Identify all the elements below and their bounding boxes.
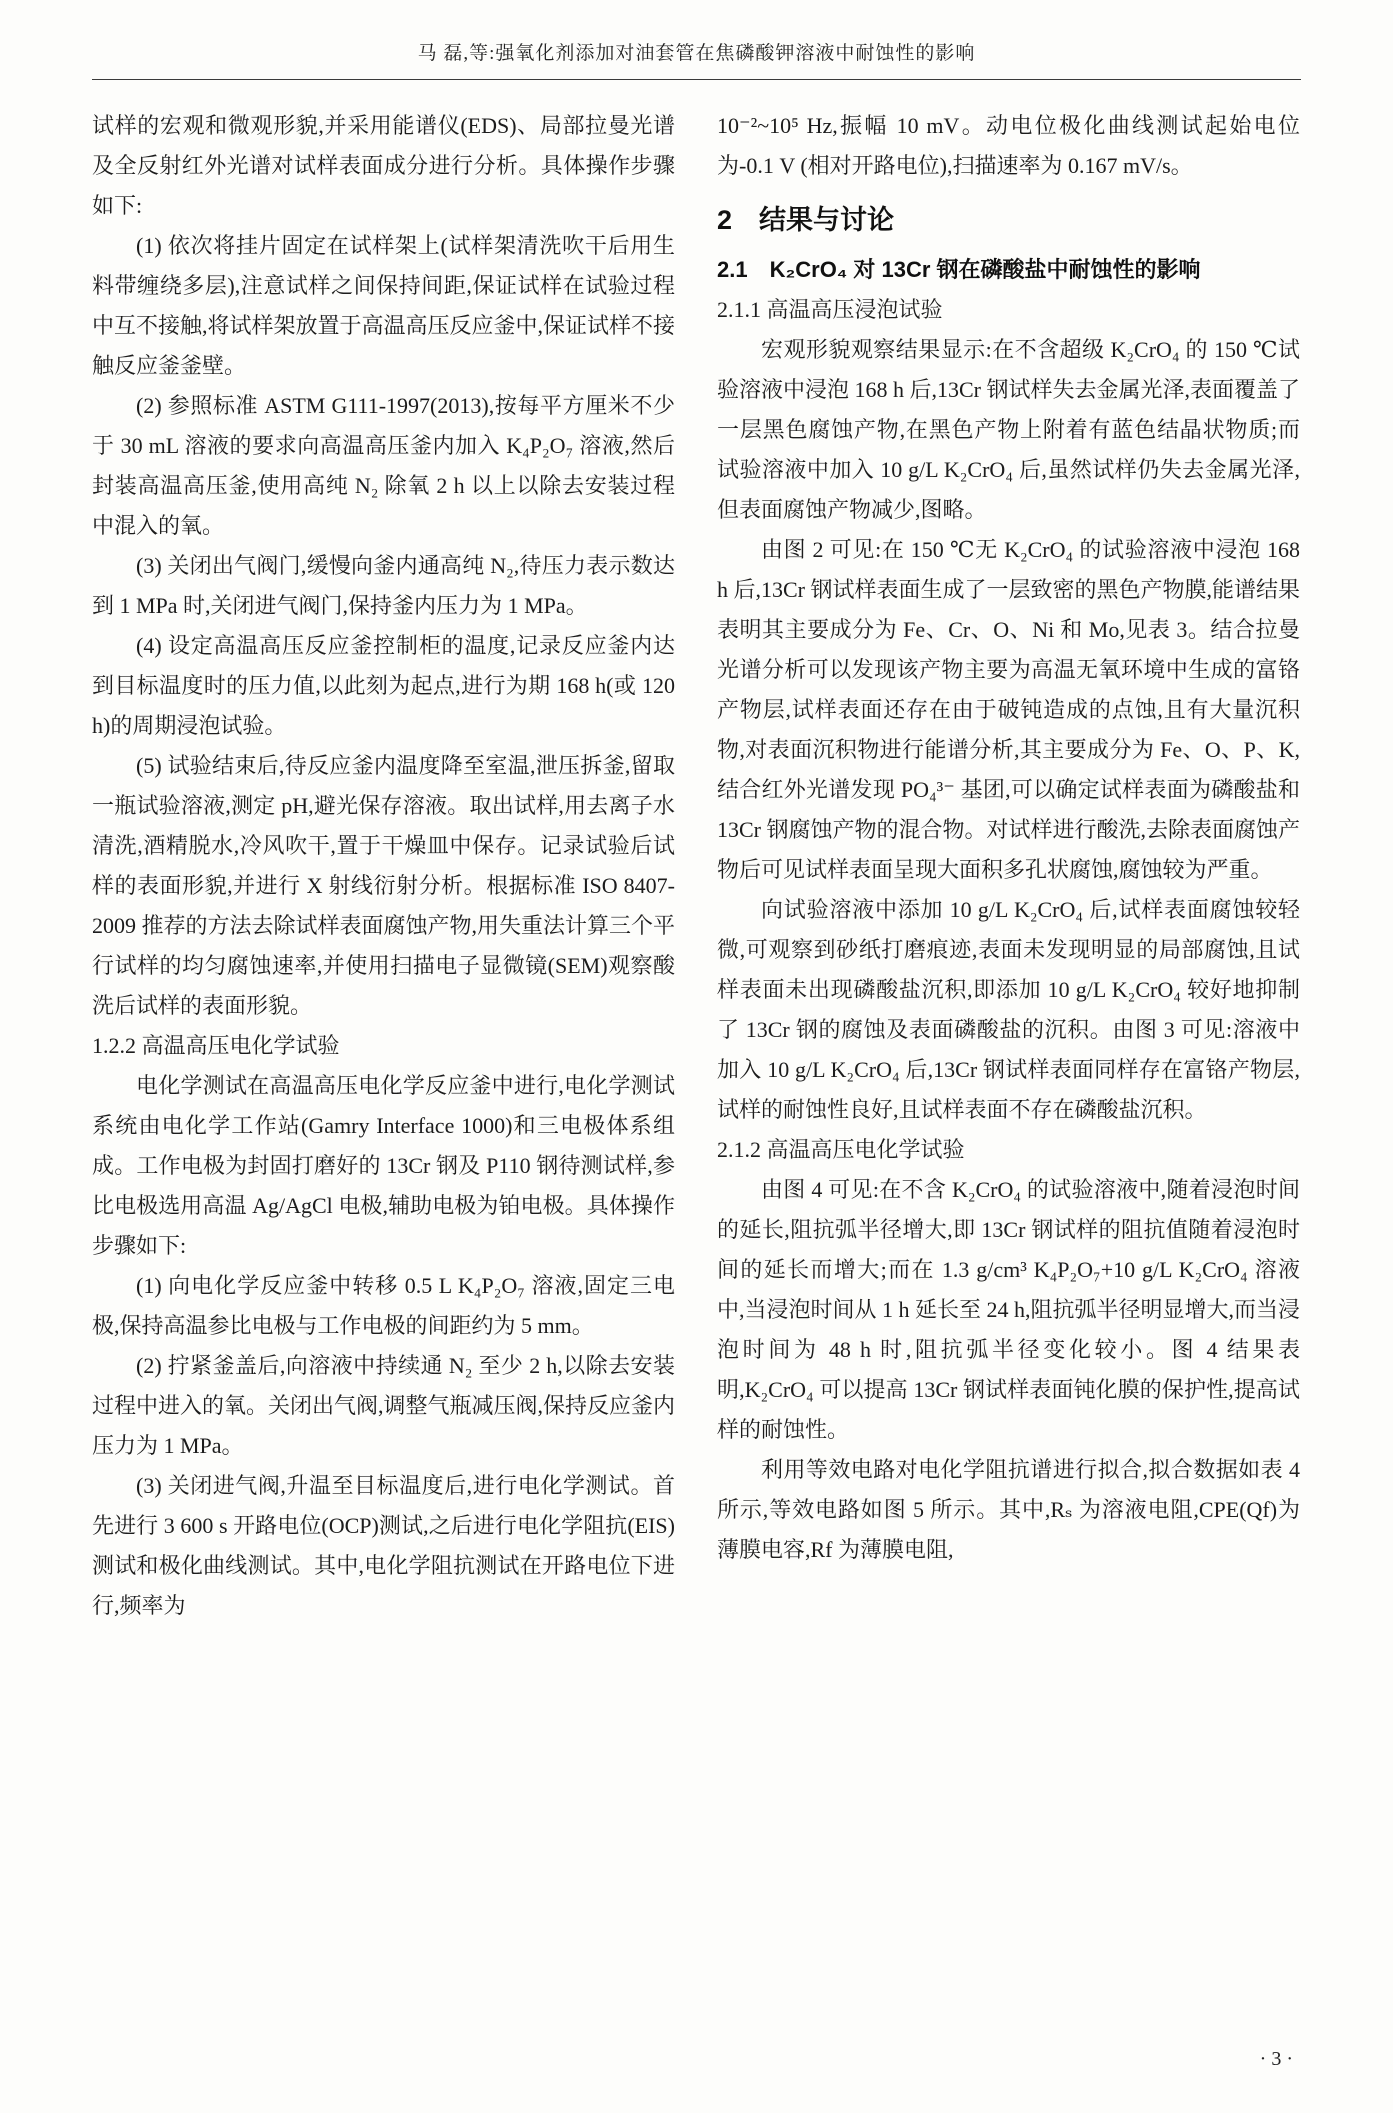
list-item-paragraph: (4) 设定高温高压反应釜控制柜的温度,记录反应釜内达到目标温度时的压力值,以此刻为起点,进行为期 168 h(或 120 h)的周期浸泡试验。 bbox=[92, 633, 675, 738]
list-item-paragraph: (2) 参照标准 ASTM G111-1997(2013),按每平方厘米不少于 30 mL 溶液的要求向高温高压釜内加入 K₄P₂O₇ 溶液,然后封装高温高压釜,使用高纯 N₂ 除氧 2 h 以上以除去安装过程中混入的氧。 bbox=[92, 393, 675, 538]
page-header bbox=[0, 0, 1393, 65]
paragraph: 利用等效电路对电化学阻抗谱进行拟合,拟合数据如表 4 所示,等效电路如图 5 所示。其中,Rₛ 为溶液电阻,CPE(Qf)为薄膜电容,Rf 为薄膜电阻, bbox=[717, 1457, 1300, 1562]
paragraph: 试样的宏观和微观形貌,并采用能谱仪(EDS)、局部拉曼光谱及全反射红外光谱对试样表面成分进行分析。具体操作步骤如下: bbox=[92, 113, 675, 218]
subsection-heading: 2.1 K₂CrO₄ 对 13Cr 钢在磷酸盐中耐蚀性的影响 bbox=[717, 257, 1201, 282]
right-column bbox=[717, 106, 1300, 1626]
page-number: · 3 · bbox=[1259, 2048, 1293, 2070]
running-title: 马 磊,等:强氧化剂添加对油套管在焦磷酸钾溶液中耐蚀性的影响 bbox=[417, 43, 976, 64]
paragraph: 电化学测试在高温高压电化学反应釜中进行,电化学测试系统由电化学工作站(Gamry Interface 1000)和三电极体系组成。工作电极为封固打磨好的 13Cr 钢及 P110 钢待测试样,参比电极选用高温 Ag/AgCl 电极,辅助电极为铂电极。具体操作步骤如下: bbox=[92, 1073, 675, 1258]
list-item-paragraph: (5) 试验结束后,待反应釜内温度降至室温,泄压拆釜,留取一瓶试验溶液,测定 pH,避光保存溶液。取出试样,用去离子水清洗,酒精脱水,冷风吹干,置于干燥皿中保存。记录试验后试样的表面形貌,并进行 X 射线衍射分析。根据标准 ISO 8407-2009 推荐的方法去除试样表面腐蚀产物,用失重法计算三个平行试样的均匀腐蚀速率,并使用扫描电子显微镜(SEM)观察酸洗后试样的表面形貌。 bbox=[92, 753, 676, 1018]
paragraph: 由图 2 可见:在 150 ℃无 K₂CrO₄ 的试验溶液中浸泡 168 h 后,13Cr 钢试样表面生成了一层致密的黑色产物膜,能谱结果表明其主要成分为 Fe、Cr、O、Ni 和 Mo,见表 3。结合拉曼光谱分析可以发现该产物主要为高温无氧环境中生成的富铬产物层,试样表面还存在由于破钝造成的点蚀,且有大量沉积物,对表面沉积物进行能谱分析,其主要成分为 Fe、O、P、K,结合红外光谱发现 PO₄³⁻ 基团,可以确定试样表面为磷酸盐和 13Cr 钢腐蚀产物的混合物。对试样进行酸洗,去除表面腐蚀产物后可见试样表面呈现大面积多孔状腐蚀,腐蚀较为严重。 bbox=[717, 537, 1301, 882]
article-body bbox=[0, 80, 1393, 1626]
list-item-paragraph: (1) 依次将挂片固定在试样架上(试样架清洗吹干后用生料带缠绕多层),注意试样之间保持间距,保证试样在试验过程中互不接触,将试样架放置于高温高压反应釜中,保证试样不接触反应釜釜壁。 bbox=[92, 233, 676, 378]
paragraph: 宏观形貌观察结果显示:在不含超级 K₂CrO₄ 的 150 ℃试验溶液中浸泡 168 h 后,13Cr 钢试样失去金属光泽,表面覆盖了一层黑色腐蚀产物,在黑色产物上附着有蓝色结晶状物质;而试验溶液中加入 10 g/L K₂CrO₄ 后,虽然试样仍失去金属光泽,但表面腐蚀产物减少,图略。 bbox=[717, 337, 1301, 522]
subsubsection-heading: 2.1.1 高温高压浸泡试验 bbox=[717, 297, 943, 322]
list-item-paragraph: (2) 拧紧釜盖后,向溶液中持续通 N₂ 至少 2 h,以除去安装过程中进入的氧。关闭出气阀,调整气瓶减压阀,保持反应釜内压力为 1 MPa。 bbox=[92, 1353, 676, 1458]
list-item-paragraph: (1) 向电化学反应釜中转移 0.5 L K₄P₂O₇ 溶液,固定三电极,保持高温参比电极与工作电极的间距约为 5 mm。 bbox=[92, 1273, 675, 1338]
paragraph: 由图 4 可见:在不含 K₂CrO₄ 的试验溶液中,随着浸泡时间的延长,阻抗弧半径增大,即 13Cr 钢试样的阻抗值随着浸泡时间的延长而增大;而在 1.3 g/cm³ K₄P₂O₇+10 g/L K₂CrO₄ 溶液中,当浸泡时间从 1 h 延长至 24 h,阻抗弧半径明显增大,而当浸泡时间为 48 h 时,阻抗弧半径变化较小。图 4 结果表明,K₂CrO₄ 可以提高 13Cr 钢试样表面钝化膜的保护性,提高试样的耐蚀性。 bbox=[717, 1177, 1301, 1442]
subsubsection-heading: 2.1.2 高温高压电化学试验 bbox=[717, 1137, 965, 1162]
list-item-paragraph: (3) 关闭进气阀,升温至目标温度后,进行电化学测试。首先进行 3 600 s 开路电位(OCP)测试,之后进行电化学阻抗(EIS)测试和极化曲线测试。其中,电化学阻抗测试在开路电位下进行,频率为 bbox=[92, 1473, 675, 1618]
subsubsection-heading: 1.2.2 高温高压电化学试验 bbox=[92, 1033, 340, 1058]
page-footer bbox=[1260, 2048, 1293, 2071]
paragraph: 向试验溶液中添加 10 g/L K₂CrO₄ 后,试样表面腐蚀较轻微,可观察到砂纸打磨痕迹,表面未发现明显的局部腐蚀,且试样表面未出现磷酸盐沉积,即添加 10 g/L K₂CrO₄ 较好地抑制了 13Cr 钢的腐蚀及表面磷酸盐的沉积。由图 3 可见:溶液中加入 10 g/L K₂CrO₄ 后,13Cr 钢试样表面同样存在富铬产物层,试样的耐蚀性良好,且试样表面不存在磷酸盐沉积。 bbox=[717, 897, 1300, 1122]
paragraph: 10⁻²~10⁵ Hz,振幅 10 mV。动电位极化曲线测试起始电位为-0.1 V (相对开路电位),扫描速率为 0.167 mV/s。 bbox=[717, 113, 1300, 178]
section-heading: 2 结果与讨论 bbox=[717, 205, 895, 235]
left-column bbox=[92, 106, 675, 1626]
list-item-paragraph: (3) 关闭出气阀门,缓慢向釜内通高纯 N₂,待压力表示数达到 1 MPa 时,关闭进气阀门,保持釜内压力为 1 MPa。 bbox=[92, 553, 675, 618]
